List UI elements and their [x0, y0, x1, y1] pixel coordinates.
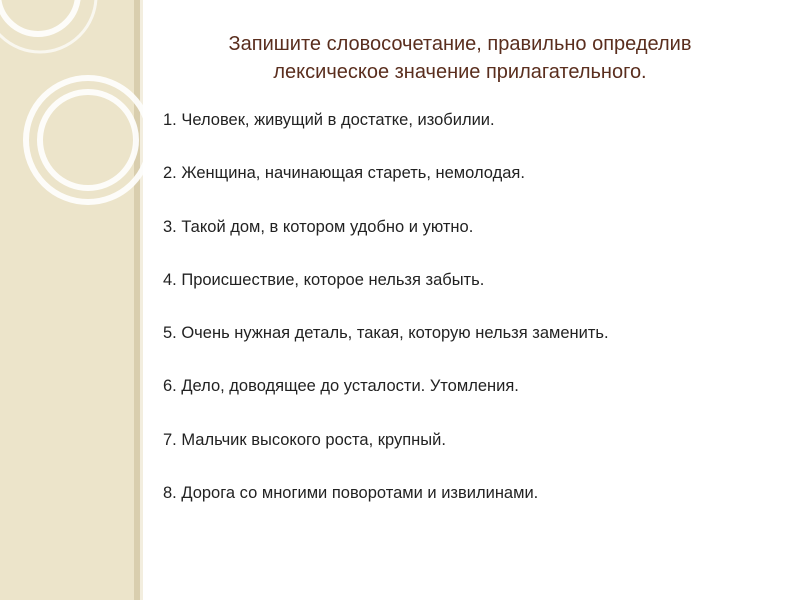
concentric-rings-icon: [0, 0, 160, 260]
list-item: 7. Мальчик высокого роста, крупный.: [163, 430, 446, 449]
list-item: 1. Человек, живущий в достатке, изобилии.: [163, 111, 495, 129]
list-item: 3. Такой дом, в котором удобно и уютно.: [163, 217, 474, 236]
title-line-2: лексическое значение прилагательного.: [273, 61, 647, 83]
list-item: 2. Женщина, начинающая стареть, немолодая.: [163, 164, 525, 183]
list-item: 6. Дело, доводящее до усталости. Утомления.: [163, 377, 519, 396]
task-list: [163, 107, 783, 533]
list-item: 4. Происшествие, которое нельзя забыть.: [163, 270, 485, 289]
list-item: 5. Очень нужная деталь, такая, которую нельзя заменить.: [163, 324, 609, 343]
slide-title: [150, 30, 770, 86]
list-item: 8. Дорога со многими поворотами и извилинами.: [163, 484, 539, 503]
title-line-1: Запишите словосочетание, правильно определив: [228, 33, 692, 55]
